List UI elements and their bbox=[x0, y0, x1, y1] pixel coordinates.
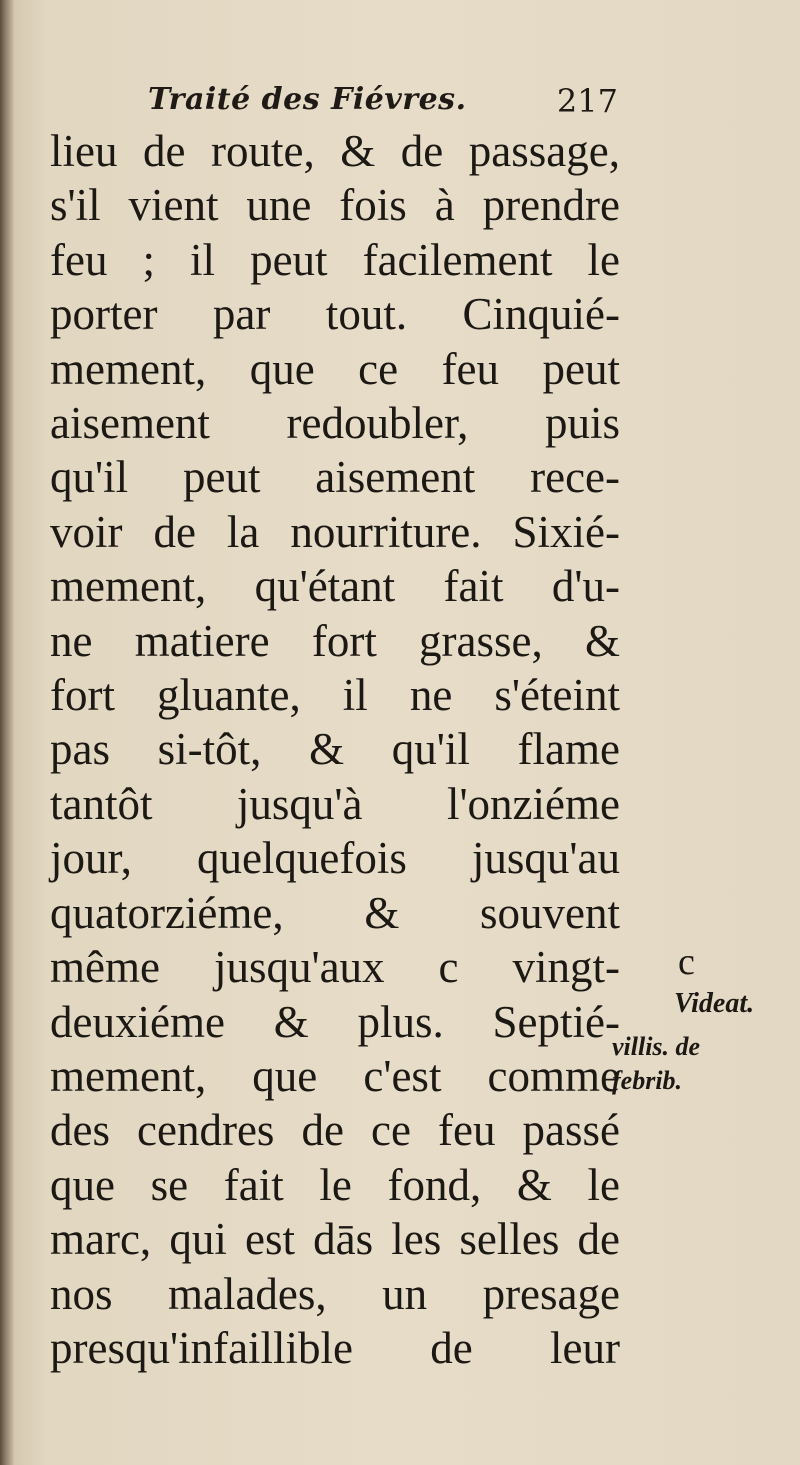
text-line: pas si-tôt, & qu'il flame bbox=[50, 724, 620, 775]
note-line: Videat. bbox=[674, 988, 755, 1019]
text-line: tantôt jusqu'à l'onziéme bbox=[50, 778, 620, 829]
text-line: quatorziéme, & souvent bbox=[50, 887, 620, 938]
running-title: Traité des Fiévres. bbox=[148, 82, 467, 117]
note-line: febrib. bbox=[612, 1066, 683, 1095]
text-line: jour, quelquefois jusqu'au bbox=[50, 833, 620, 884]
book-gutter bbox=[0, 0, 14, 1465]
page-header bbox=[148, 82, 618, 126]
text-line: feu ; il peut facilement le bbox=[50, 234, 620, 285]
text-line: presqu'infaillible de leur bbox=[50, 1322, 620, 1373]
text-line: deuxiéme & plus. Septié- bbox=[50, 996, 620, 1047]
text-line: qu'il peut aisement rece- bbox=[50, 452, 620, 503]
text-line: des cendres de ce feu passé bbox=[50, 1105, 620, 1156]
text-line: mement, que ce feu peut bbox=[50, 343, 620, 394]
text-line: même jusqu'aux c vingt- bbox=[50, 942, 620, 993]
text-line: aisement redoubler, puis bbox=[50, 398, 620, 449]
text-line: porter par tout. Cinquié- bbox=[50, 289, 620, 340]
text-line: mement, qu'étant fait d'u- bbox=[50, 561, 620, 612]
text-line: lieu de route, & de passage, bbox=[50, 126, 620, 176]
body-text bbox=[50, 124, 620, 1375]
note-line: villis. de bbox=[612, 1032, 701, 1061]
text-line: mement, que c'est comme bbox=[50, 1050, 620, 1101]
text-line: voir de la nourriture. Sixié- bbox=[50, 506, 620, 557]
text-line: que se fait le fond, & le bbox=[50, 1159, 620, 1210]
text-line: ne matiere fort grasse, & bbox=[50, 615, 620, 666]
text-line: nos malades, un presage bbox=[50, 1268, 620, 1319]
note-marker: c bbox=[678, 941, 695, 983]
page-number: 217 bbox=[556, 82, 618, 120]
text-line: s'il vient une fois à prendre bbox=[50, 180, 620, 231]
text-line: marc, qui est dās les selles de bbox=[50, 1214, 620, 1265]
text-line: fort gluante, il ne s'éteint bbox=[50, 670, 620, 721]
